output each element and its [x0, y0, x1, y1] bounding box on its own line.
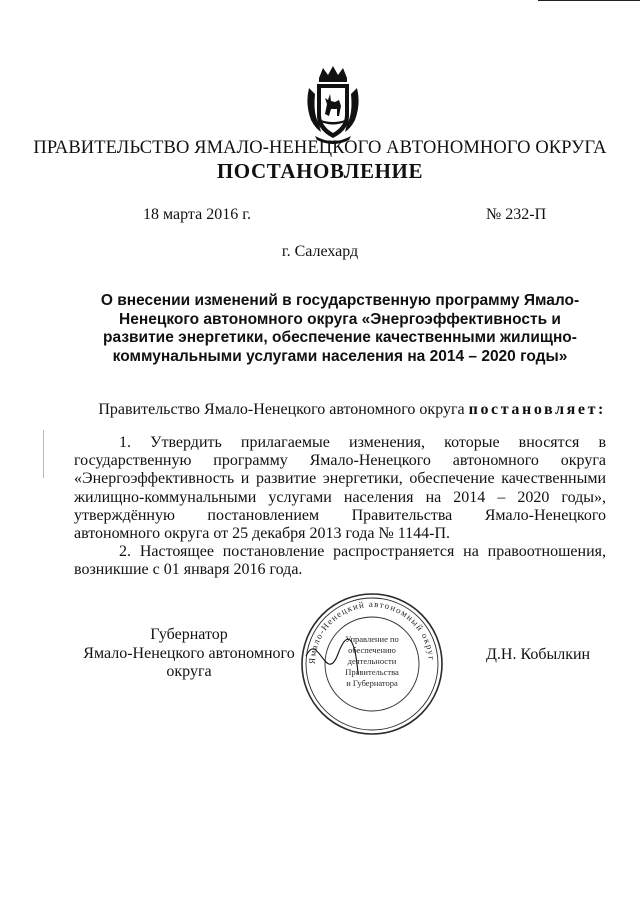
- signatory-name: Д.Н. Кобылкин: [486, 646, 591, 663]
- document-city: г. Салехард: [281, 243, 359, 260]
- seal-ring-text: Ямало-Ненецкий автономный округ: [306, 598, 437, 665]
- coat-of-arms-icon: [303, 64, 363, 146]
- signatory-title-line-1: Губернатор: [150, 626, 228, 643]
- preamble-text: Правительство Ямало-Ненецкого автономного округа: [98, 401, 469, 418]
- seal-line-3: деятельности: [347, 656, 397, 666]
- document-type: ПОСТАНОВЛЕНИЕ: [216, 159, 424, 183]
- document-date: 18 марта 2016 г.: [143, 206, 251, 223]
- document-number: № 232-П: [486, 206, 547, 223]
- seal-line-2: обеспечению: [348, 645, 396, 655]
- government-name: ПРАВИТЕЛЬСТВО ЯМАЛО-НЕНЕЦКОГО АВТОНОМНОГО ОКРУГА: [33, 138, 607, 158]
- seal-line-1: Управление по: [345, 634, 399, 644]
- signatory-title-line-2: Ямало-Ненецкого автономного округа: [83, 644, 295, 680]
- seal-line-5: и Губернатора: [346, 678, 398, 688]
- signatory-title: [74, 626, 304, 682]
- margin-mark: [43, 430, 44, 478]
- preamble-keyword: постановляет:: [468, 401, 606, 418]
- preamble: [74, 401, 606, 419]
- paragraph-2: 2. Настоящее постановление распространяется на правоотношения, возникшие с 01 января 2016 года.: [74, 543, 606, 579]
- paragraph-1: 1. Утвердить прилагаемые изменения, которые вносятся в государственную программу Ямало-Ненецкого автономного округа «Энергоэффективность и развитие энергетики, обеспечение качественными жилищно-коммунальными услугами населения на 2014 – 2020 годы», утверждённую постановлением Правительства Ямало-Ненецкого автономного округа от 25 декабря 2013 года № 1144-П.: [74, 434, 606, 543]
- seal-line-4: Правительства: [345, 667, 399, 677]
- official-seal-icon: [298, 590, 446, 738]
- corner-mark: [538, 0, 640, 1]
- document-title: О внесении изменений в государственную программу Ямало-Ненецкого автономного округа «Энергоэффективность и развитие энергетики, обеспечение качественными жилищно-коммунальными услугами населения на 2014 – 2020 годы»: [100, 292, 580, 365]
